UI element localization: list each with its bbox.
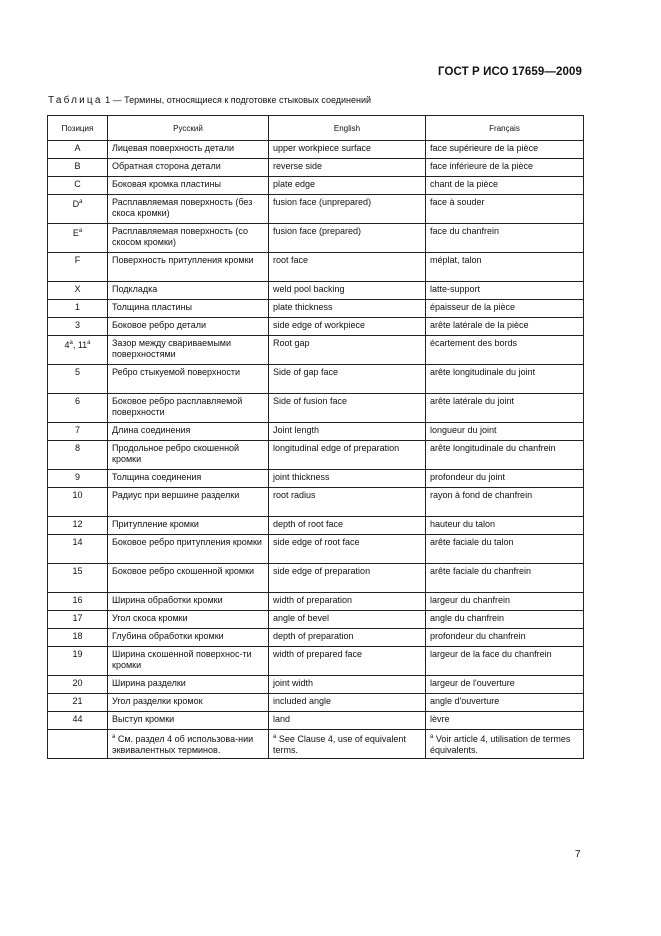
position-cell [48, 712, 108, 730]
table-header-row [48, 116, 584, 141]
footnote-marker: a [273, 734, 277, 740]
french-term-cell: méplat, talon [426, 253, 584, 282]
footnote-empty-cell [48, 730, 108, 759]
position-code: 3 [74, 320, 80, 330]
english-term-cell: fusion face (prepared) [269, 224, 426, 253]
position-cell [48, 253, 108, 282]
position-code: 17 [72, 613, 83, 623]
position-cell [48, 159, 108, 177]
russian-term-cell: Ширина разделки [108, 676, 269, 694]
russian-term-cell: Ширина скошенной поверхнос-ти кромки [108, 647, 269, 676]
table-row [48, 224, 584, 253]
position-footnote-marker: a [69, 340, 73, 346]
position-cell [48, 488, 108, 517]
french-term-cell: lèvre [426, 712, 584, 730]
russian-term-cell: Угол скоса кромки [108, 611, 269, 629]
column-header-position: Позиция [48, 116, 108, 141]
column-header-english: English [269, 116, 426, 141]
position-cell [48, 300, 108, 318]
position-code: 5 [74, 367, 80, 377]
russian-term-cell: Зазор между свариваемыми поверхностями [108, 336, 269, 365]
russian-term-cell: Обратная сторона детали [108, 159, 269, 177]
position-code: 44 [72, 714, 83, 724]
column-header-french: Français [426, 116, 584, 141]
french-term-cell: arête latérale de la pièce [426, 318, 584, 336]
position-cell [48, 694, 108, 712]
position-code: 6 [74, 396, 80, 406]
position-code: 19 [72, 649, 83, 659]
english-term-cell: included angle [269, 694, 426, 712]
position-code: E [72, 228, 79, 238]
english-term-cell: upper workpiece surface [269, 141, 426, 159]
french-term-cell: arête faciale du chanfrein [426, 564, 584, 593]
table-row [48, 282, 584, 300]
position-code: 20 [72, 678, 83, 688]
french-term-cell: angle du chanfrein [426, 611, 584, 629]
table-row [48, 611, 584, 629]
position-cell [48, 564, 108, 593]
french-term-cell: face inférieure de la pièce [426, 159, 584, 177]
terms-table [47, 115, 584, 759]
position-cell [48, 629, 108, 647]
position-cell [48, 535, 108, 564]
english-term-cell: longitudinal edge of preparation [269, 441, 426, 470]
english-term-cell: plate thickness [269, 300, 426, 318]
position-cell [48, 676, 108, 694]
table-row [48, 300, 584, 318]
position-code: 1 [74, 302, 80, 312]
table-row [48, 593, 584, 611]
position-code: 16 [72, 595, 83, 605]
table-row [48, 517, 584, 535]
position-code: B [74, 161, 81, 171]
french-term-cell: profondeur du joint [426, 470, 584, 488]
russian-term-cell: Подкладка [108, 282, 269, 300]
position-code: 7 [74, 425, 80, 435]
french-term-cell: face à souder [426, 195, 584, 224]
french-term-cell: arête latérale du joint [426, 394, 584, 423]
position-cell [48, 177, 108, 195]
russian-term-cell: Боковая кромка пластины [108, 177, 269, 195]
russian-term-cell: Расплавляемая поверхность (со скосом кромки) [108, 224, 269, 253]
russian-term-cell: Радиус при вершине разделки [108, 488, 269, 517]
english-term-cell: side edge of workpiece [269, 318, 426, 336]
footnote-text: See Clause 4, use of equivalent terms. [273, 734, 406, 755]
french-term-cell: arête faciale du talon [426, 535, 584, 564]
english-term-cell: root radius [269, 488, 426, 517]
position-cell [48, 647, 108, 676]
english-term-cell: Root gap [269, 336, 426, 365]
russian-term-cell: Лицевая поверхность детали [108, 141, 269, 159]
position-cell [48, 141, 108, 159]
english-term-cell: Side of fusion face [269, 394, 426, 423]
position-cell [48, 365, 108, 394]
table-row [48, 423, 584, 441]
footnote-marker: a [430, 734, 434, 740]
position-code: , 11 [72, 340, 88, 350]
table-row [48, 647, 584, 676]
position-cell [48, 394, 108, 423]
table-row [48, 629, 584, 647]
position-code: D [72, 199, 80, 209]
english-term-cell: joint thickness [269, 470, 426, 488]
table-row [48, 394, 584, 423]
position-cell [48, 441, 108, 470]
table-caption [48, 95, 371, 106]
table-row [48, 195, 584, 224]
position-code: 8 [74, 443, 80, 453]
english-term-cell: reverse side [269, 159, 426, 177]
russian-term-cell: Расплавляемая поверхность (без скоса кромки) [108, 195, 269, 224]
russian-term-cell: Ширина обработки кромки [108, 593, 269, 611]
position-code: 9 [74, 472, 80, 482]
english-term-cell: root face [269, 253, 426, 282]
position-cell [48, 611, 108, 629]
french-term-cell: largeur du chanfrein [426, 593, 584, 611]
position-cell [48, 224, 108, 253]
position-footnote-marker: a [79, 199, 83, 205]
english-term-cell: angle of bevel [269, 611, 426, 629]
russian-term-cell: Боковое ребро скошенной кромки [108, 564, 269, 593]
footnote-en-cell [269, 730, 426, 759]
position-code: 18 [72, 631, 83, 641]
standard-designation: ГОСТ Р ИСО 17659—2009 [437, 66, 582, 78]
position-cell [48, 517, 108, 535]
english-term-cell: fusion face (unprepared) [269, 195, 426, 224]
position-cell [48, 593, 108, 611]
table-row [48, 441, 584, 470]
position-code: 15 [72, 566, 83, 576]
french-term-cell: largeur de l'ouverture [426, 676, 584, 694]
table-row [48, 365, 584, 394]
table-body [48, 141, 584, 759]
position-code: 12 [72, 519, 83, 529]
russian-term-cell: Длина соединения [108, 423, 269, 441]
english-term-cell: joint width [269, 676, 426, 694]
table-row [48, 712, 584, 730]
footnote-row [48, 730, 584, 759]
french-term-cell: rayon à fond de chanfrein [426, 488, 584, 517]
position-cell [48, 470, 108, 488]
position-cell [48, 318, 108, 336]
russian-term-cell: Ребро стыкуемой поверхности [108, 365, 269, 394]
position-code: 14 [72, 537, 83, 547]
table-row [48, 535, 584, 564]
position-code: F [74, 255, 81, 265]
french-term-cell: latte-support [426, 282, 584, 300]
english-term-cell: width of prepared face [269, 647, 426, 676]
position-footnote-marker: a [87, 340, 91, 346]
french-term-cell: face supérieure de la pièce [426, 141, 584, 159]
russian-term-cell: Боковое ребро притупления кромки [108, 535, 269, 564]
french-term-cell: arête longitudinale du joint [426, 365, 584, 394]
footnote-fr-cell [426, 730, 584, 759]
position-cell [48, 195, 108, 224]
russian-term-cell: Угол разделки кромок [108, 694, 269, 712]
footnote-marker: a [112, 734, 116, 740]
table-row [48, 177, 584, 195]
french-term-cell: face du chanfrein [426, 224, 584, 253]
position-footnote-marker: a [78, 228, 83, 234]
table-row [48, 564, 584, 593]
english-term-cell: side edge of preparation [269, 564, 426, 593]
english-term-cell: width of preparation [269, 593, 426, 611]
footnote-text: Voir article 4, utilisation de termes équivalents. [430, 734, 571, 755]
russian-term-cell: Продольное ребро скошенной кромки [108, 441, 269, 470]
position-code: C [74, 179, 81, 189]
footnote-ru-cell [108, 730, 269, 759]
russian-term-cell: Боковое ребро расплавляемой поверхности [108, 394, 269, 423]
french-term-cell: chant de la pièce [426, 177, 584, 195]
table-row [48, 694, 584, 712]
russian-term-cell: Поверхность притупления кромки [108, 253, 269, 282]
table-row [48, 336, 584, 365]
russian-term-cell: Выступ кромки [108, 712, 269, 730]
french-term-cell: arête longitudinale du chanfrein [426, 441, 584, 470]
position-code: 21 [72, 696, 83, 706]
english-term-cell: side edge of root face [269, 535, 426, 564]
english-term-cell: depth of preparation [269, 629, 426, 647]
footnote-text: См. раздел 4 об использова-нии эквивалентных терминов. [112, 734, 254, 755]
french-term-cell: épaisseur de la pièce [426, 300, 584, 318]
french-term-cell: largeur de la face du chanfrein [426, 647, 584, 676]
english-term-cell: land [269, 712, 426, 730]
table-row [48, 470, 584, 488]
position-code: A [74, 143, 81, 153]
position-code: 10 [72, 490, 83, 500]
french-term-cell: profondeur du chanfrein [426, 629, 584, 647]
english-term-cell: Side of gap face [269, 365, 426, 394]
table-row [48, 141, 584, 159]
table-row [48, 676, 584, 694]
russian-term-cell: Боковое ребро детали [108, 318, 269, 336]
french-term-cell: écartement des bords [426, 336, 584, 365]
russian-term-cell: Толщина соединения [108, 470, 269, 488]
table-row [48, 253, 584, 282]
english-term-cell: depth of root face [269, 517, 426, 535]
russian-term-cell: Притупление кромки [108, 517, 269, 535]
french-term-cell: longueur du joint [426, 423, 584, 441]
position-cell [48, 423, 108, 441]
position-cell [48, 282, 108, 300]
position-code: 4 [64, 340, 70, 350]
table-row [48, 488, 584, 517]
french-term-cell: angle d'ouverture [426, 694, 584, 712]
english-term-cell: Joint length [269, 423, 426, 441]
position-code: X [74, 284, 81, 294]
english-term-cell: weld pool backing [269, 282, 426, 300]
table-row [48, 159, 584, 177]
russian-term-cell: Толщина пластины [108, 300, 269, 318]
column-header-russian: Русский [108, 116, 269, 141]
table-caption-text: 1 — Термины, относящиеся к подготовке стыковых соединений [102, 95, 372, 105]
french-term-cell: hauteur du talon [426, 517, 584, 535]
russian-term-cell: Глубина обработки кромки [108, 629, 269, 647]
page-number: 7 [575, 849, 581, 860]
table-row [48, 318, 584, 336]
english-term-cell: plate edge [269, 177, 426, 195]
position-cell [48, 336, 108, 365]
table-caption-prefix: Таблица [48, 95, 103, 106]
